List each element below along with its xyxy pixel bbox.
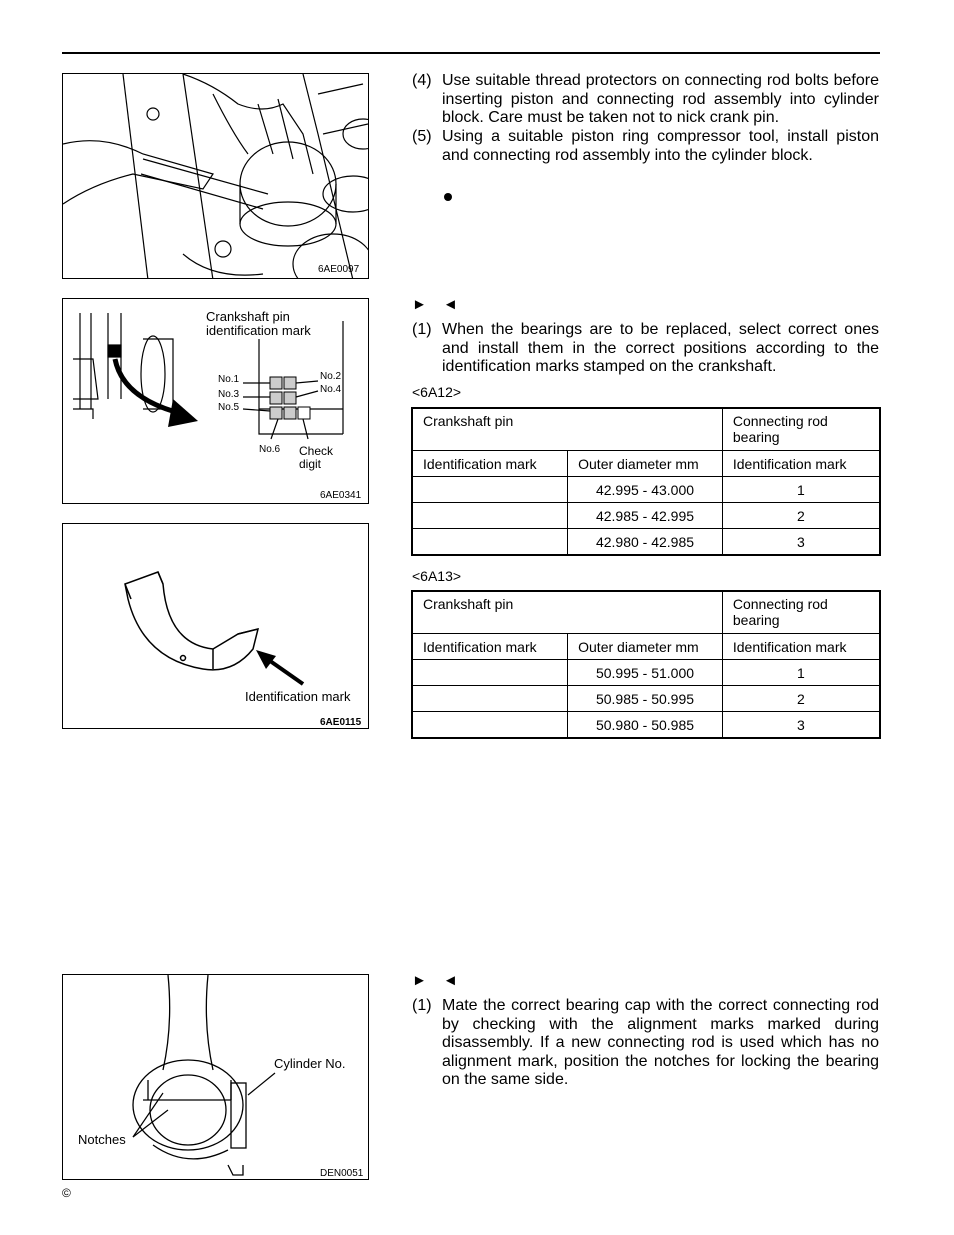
- bullet-dot: [444, 193, 452, 201]
- copyright-mark: ©: [62, 1186, 71, 1200]
- cell-bearing-mark: 2: [722, 686, 880, 712]
- header-bearing-identification-mark: Identification mark: [722, 634, 880, 660]
- step-text: When the bearings are to be replaced, select correct ones and install them in the correct positions according to the identification marks stamped on the crankshaft.: [442, 321, 879, 375]
- figure-piston-install: [62, 73, 369, 279]
- section-b-step-1: [412, 321, 879, 377]
- header-connecting-rod-bearing: Connecting rod bearing: [722, 408, 880, 451]
- step-5: [412, 128, 879, 165]
- label-no3: No.3: [218, 389, 240, 400]
- label-check-digit-1: Check: [299, 444, 334, 458]
- header-identification-mark: Identification mark: [412, 451, 568, 477]
- header-crankshaft-pin: Crankshaft pin: [412, 408, 722, 451]
- cell-bearing-mark: 1: [722, 660, 880, 686]
- table-row: [412, 712, 880, 739]
- section-b-arrows: ► ◄: [412, 296, 464, 313]
- top-rule: [62, 52, 880, 54]
- cell-outer-diameter: 42.985 - 42.995: [568, 503, 723, 529]
- label-no2: No.2: [320, 371, 342, 382]
- connecting-rod-illustration: [63, 975, 369, 1180]
- step-number: (1): [412, 321, 432, 338]
- cell-mark: [412, 529, 568, 556]
- step-text: Use suitable thread protectors on connecting rod bolts before inserting piston and connecting rod assembly into cylinder block. Care must be taken not to nick crank pin.: [442, 72, 879, 126]
- cell-bearing-mark: 3: [722, 712, 880, 739]
- header-outer-diameter: Outer diameter mm: [568, 634, 723, 660]
- header-outer-diameter: Outer diameter mm: [568, 451, 723, 477]
- cell-outer-diameter: 50.985 - 50.995: [568, 686, 723, 712]
- label-no1: No.1: [218, 374, 240, 385]
- piston-install-illustration: [63, 74, 369, 279]
- label-no6: No.6: [259, 444, 281, 455]
- header-connecting-rod-bearing: Connecting rod bearing: [722, 591, 880, 634]
- section-c-arrows: ► ◄: [412, 972, 464, 989]
- label-check-digit-2: digit: [299, 457, 322, 471]
- figure-code: 6AE0115: [320, 717, 362, 728]
- step-number: (5): [412, 128, 432, 145]
- table-6a12: [411, 407, 881, 556]
- cell-mark: [412, 686, 568, 712]
- cell-outer-diameter: 50.980 - 50.985: [568, 712, 723, 739]
- step-text: Using a suitable piston ring compressor tool, install piston and connecting rod assembly into the cylinder block.: [442, 128, 879, 164]
- cell-outer-diameter: 50.995 - 51.000: [568, 660, 723, 686]
- table-row: [412, 503, 880, 529]
- figure-code: 6AE0341: [320, 490, 362, 501]
- table-6a12-tag: <6A12>: [412, 384, 462, 400]
- cell-bearing-mark: 2: [722, 503, 880, 529]
- section-c-step-1: [412, 997, 879, 1090]
- header-crankshaft-pin: Crankshaft pin: [412, 591, 722, 634]
- table-6a13-tag: <6A13>: [412, 568, 462, 584]
- cell-mark: [412, 660, 568, 686]
- table-row: [412, 660, 880, 686]
- cell-bearing-mark: 1: [722, 477, 880, 503]
- table-6a13: [411, 590, 881, 739]
- figure-connecting-rod: [62, 974, 369, 1180]
- cell-bearing-mark: 3: [722, 529, 880, 556]
- crankshaft-pin-title-line1: Crankshaft pin: [206, 309, 290, 324]
- notches-label: Notches: [78, 1132, 126, 1147]
- figure-code: 6AE0097: [318, 264, 360, 275]
- label-no5: No.5: [218, 402, 240, 413]
- step-text: Mate the correct bearing cap with the correct connecting rod by checking with the alignment marks marked during disassembly. If a new connecting rod is used which has no alignment mark, position the notches for locking the bearing on the same side.: [442, 997, 879, 1088]
- header-identification-mark: Identification mark: [412, 634, 568, 660]
- table-row: [412, 686, 880, 712]
- figure-crankshaft-pin-mark: [62, 298, 369, 504]
- table-row: [412, 529, 880, 556]
- crankshaft-pin-title-line2: identification mark: [206, 323, 311, 338]
- identification-mark-label: Identification mark: [245, 689, 351, 704]
- cell-mark: [412, 712, 568, 739]
- header-bearing-identification-mark: Identification mark: [722, 451, 880, 477]
- step-number: (4): [412, 72, 432, 89]
- cell-outer-diameter: 42.995 - 43.000: [568, 477, 723, 503]
- label-no4: No.4: [320, 384, 342, 395]
- cell-mark: [412, 477, 568, 503]
- step-4: [412, 72, 879, 128]
- cell-mark: [412, 503, 568, 529]
- cylinder-number-label: Cylinder No.: [274, 1056, 346, 1071]
- cell-outer-diameter: 42.980 - 42.985: [568, 529, 723, 556]
- figure-code: DEN0051: [320, 1168, 364, 1179]
- figure-bearing-mark: [62, 523, 369, 729]
- step-number: (1): [412, 997, 432, 1014]
- table-row: [412, 477, 880, 503]
